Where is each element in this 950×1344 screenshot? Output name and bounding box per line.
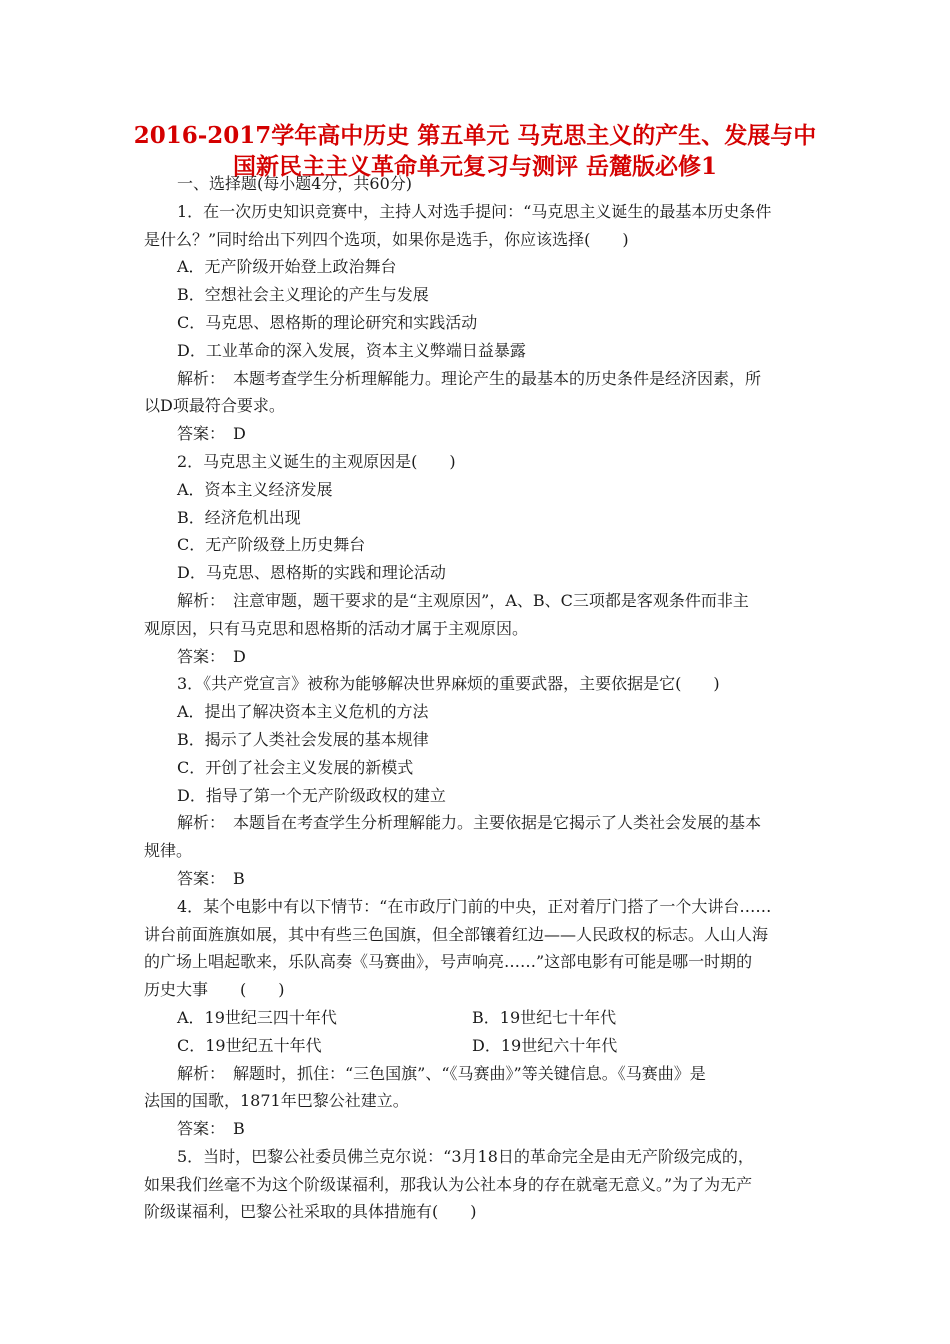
q4-stem-4: 历史大事 ( ) [144, 980, 285, 1000]
q1-option-a: A．无产阶级开始登上政治舞台 [177, 257, 397, 277]
q5-stem-1: 5．当时，巴黎公社委员佛兰克尔说：“3月18日的革命完全是由无产阶级完成的， [177, 1146, 754, 1166]
q1-option-b: B．空想社会主义理论的产生与发展 [177, 285, 429, 305]
q4-option-c: C．19世纪五十年代 [177, 1035, 322, 1055]
q4-options-row-2 [144, 1032, 808, 1060]
q4-options-row-1 [144, 1004, 808, 1032]
q4-stem-1: 4．某个电影中有以下情节：“在市政厅门前的中央，正对着厅门搭了一个大讲台…… [177, 896, 772, 916]
q2-stem-1: 2．马克思主义诞生的主观原因是( ) [177, 451, 456, 471]
q4-answer: 答案： B [177, 1119, 245, 1139]
q5-stem-2: 如果我们丝毫不为这个阶级谋福利，那我认为公社本身的存在就毫无意义。”为了为无产 [144, 1174, 753, 1194]
q3-explanation-1: 解析： 本题旨在考查学生分析理解能力。主要依据是它揭示了人类社会发展的基本 [177, 813, 762, 833]
q2-explanation-1: 解析： 注意审题，题干要求的是“主观原因”，A、B、C三项都是客观条件而非主 [177, 590, 749, 610]
q3-answer: 答案： B [177, 868, 245, 888]
q3-stem-1: 3．《共产党宣言》被称为能够解决世界麻烦的重要武器，主要依据是它( ) [177, 674, 720, 694]
q4-option-d: D．19世纪六十年代 [472, 1035, 618, 1055]
q4-explanation-2: 法国的国歌，1871年巴黎公社建立。 [144, 1091, 409, 1111]
q1-option-d: D．工业革命的深入发展，资本主义弊端日益暴露 [177, 340, 526, 360]
title-line-1: 2016-2017学年高中历史 第五单元 马克思主义的产生、发展与中 [133, 122, 817, 149]
q3-explanation-2: 规律。 [144, 841, 193, 861]
q1-answer: 答案： D [177, 424, 246, 444]
q4-stem-2: 讲台前面旌旗如展，其中有些三色国旗，但全部镶着红边——人民政权的标志。人山人海 [144, 924, 769, 944]
section-heading: 一、选择题(每小题4分，共60分) [177, 174, 413, 193]
q2-explanation-2: 观原因，只有马克思和恩格斯的活动才属于主观原因。 [144, 618, 529, 638]
q5-stem-3: 阶级谋福利，巴黎公社采取的具体措施有( ) [144, 1202, 477, 1222]
q2-option-c: C．无产阶级登上历史舞台 [177, 535, 366, 555]
q1-explanation-2: 以D项最符合要求。 [144, 396, 285, 416]
q1-stem-2: 是什么？”同时给出下列四个选项，如果你是选手，你应该选择( ) [144, 229, 629, 249]
q4-option-a: A．19世纪三四十年代 [177, 1007, 337, 1027]
q3-option-d: D．指导了第一个无产阶级政权的建立 [177, 785, 446, 805]
q1-explanation-1: 解析： 本题考查学生分析理解能力。理论产生的最基本的历史条件是经济因素，所 [177, 368, 762, 388]
q4-option-b: B．19世纪七十年代 [472, 1007, 617, 1027]
q2-option-b: B．经济危机出现 [177, 507, 301, 527]
q2-answer: 答案： D [177, 646, 246, 666]
q3-option-b: B．揭示了人类社会发展的基本规律 [177, 729, 429, 749]
q4-stem-3: 的广场上唱起歌来，乐队高奏《马赛曲》，号声响亮……”这部电影有可能是哪一时期的 [144, 952, 753, 972]
q2-option-a: A．资本主义经济发展 [177, 479, 333, 499]
document-body [144, 170, 808, 1226]
title-line-2: 国新民主主义革命单元复习与测评 岳麓版必修1 [232, 153, 717, 180]
q3-option-c: C．开创了社会主义发展的新模式 [177, 757, 414, 777]
q4-explanation-1: 解析： 解题时，抓住：“三色国旗”、“《马赛曲》”等关键信息。《马赛曲》是 [177, 1063, 706, 1083]
q3-option-a: A．提出了解决资本主义危机的方法 [177, 702, 429, 722]
q1-option-c: C．马克思、恩格斯的理论研究和实践活动 [177, 312, 478, 332]
q1-stem-1: 1．在一次历史知识竞赛中，主持人对选手提问：“马克思主义诞生的最基本历史条件 [177, 201, 772, 221]
q2-option-d: D．马克思、恩格斯的实践和理论活动 [177, 563, 446, 583]
